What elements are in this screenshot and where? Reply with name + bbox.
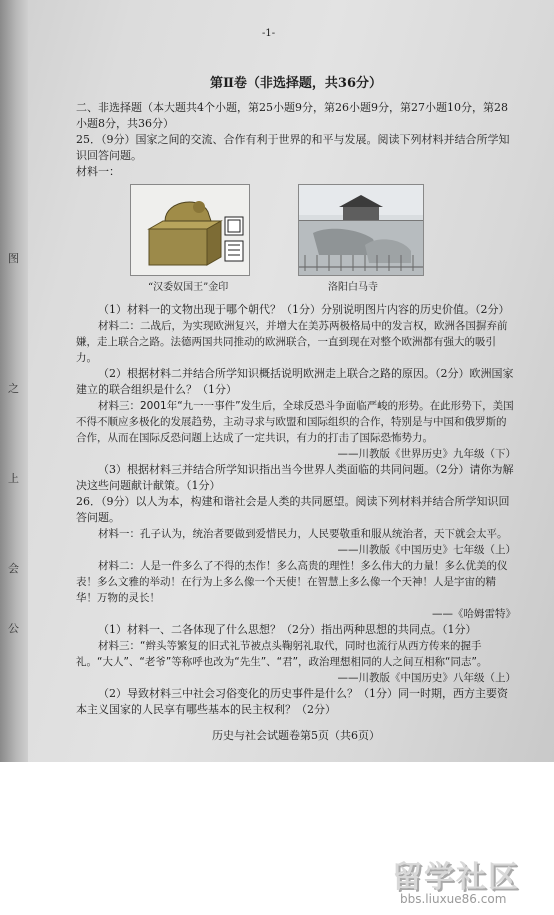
gold-seal-illustration xyxy=(131,185,249,275)
exam-content xyxy=(76,76,516,744)
page-edge xyxy=(0,0,28,762)
margin-mark: 会 xyxy=(8,562,19,575)
q26-material2-source: ——《哈姆雷特》 xyxy=(432,608,516,620)
image2-caption: 洛阳白马寺 xyxy=(328,282,378,293)
question-25-intro: 25．（9分）国家之间的交流、合作有利于世界的和平与发展。阅读下列材料并结合所学知识回答问题。 xyxy=(76,133,510,162)
margin-mark: 之 xyxy=(8,382,19,395)
material2-text: 材料二：二战后，为实现欧洲复兴，并增大在美苏两极格局中的发言权，欧洲各国摒弃前嫌，走上联合之路。法德两国共同推动的欧洲联合，一直到现在对整个欧洲都有强大的吸引力。 xyxy=(76,320,508,364)
margin-mark: 公 xyxy=(8,622,19,635)
q26-material1-source: ——川教版《中国历史》七年级（上） xyxy=(337,544,516,556)
site-watermark xyxy=(392,852,552,912)
q26-material3-source: ——川教版《中国历史》八年级（上） xyxy=(337,672,516,684)
image1-caption: “汉委奴国王”金印 xyxy=(148,282,229,293)
material1-label: 材料一： xyxy=(76,165,120,178)
watermark-logo-text: 留学社区 xyxy=(392,860,520,895)
gold-seal-image xyxy=(130,184,250,276)
top-mark: -1- xyxy=(262,28,276,39)
q26-material3-text: 材料三：“辫头等繁复的旧式礼节被点头鞠躬礼取代，同时也流行从西方传来的握手礼。“大人”、“老爷”等称呼也改为“先生”、“君”，政治理想相同的人之间互相称“同志”。 xyxy=(76,640,488,668)
page-footer: 历史与社会试题卷第5页（共6页） xyxy=(212,729,380,742)
margin-mark: 图 xyxy=(8,252,19,265)
section-header: 二、非选择题（本大题共4个小题，第25小题9分，第26小题9分，第27小题10分，第28小题8分，共36分） xyxy=(76,101,508,130)
watermark-url: bbs.liuxue86.com xyxy=(400,892,507,906)
figure-row xyxy=(76,184,516,296)
question-25-1: （1）材料一的文物出现于哪个朝代？（1分）分别说明图片内容的历史价值。（2分） xyxy=(98,303,510,316)
question-26-2: （2）导致材料三中社会习俗变化的历史事件是什么？（1分）同一时期，西方主要资本主义国家的人民享有哪些基本的民主权利？（2分） xyxy=(76,687,508,716)
material3-text: 材料三：2001年“九一一事件”发生后，全球反恐斗争面临严峻的形势。在此形势下，美国不得不顺应多极化的发展趋势，主动寻求与欧盟和国际组织的合作，特别是与中国和俄罗斯的合作，从而在国际反恐问题上达成了一定共识，有力的打击了国际恐怖势力。 xyxy=(76,400,514,444)
q26-material2-text: 材料二：人是一件多么了不得的杰作！多么高贵的理性！多么伟大的力量！多么优美的仪表！多么文雅的举动！在行为上多么像一个天使！在智慧上多么像一个天神！人是宇宙的精华！万物的灵长！ xyxy=(76,560,508,604)
question-26-1: （1）材料一、二各体现了什么思想？（2分）指出两种思想的共同点。（1分） xyxy=(98,623,477,636)
margin-mark: 上 xyxy=(8,472,19,485)
question-25-3: （3）根据材料三并结合所学知识指出当今世界人类面临的共同问题。（2分）请你为解决这些问题献计献策。（1分） xyxy=(76,463,514,492)
white-horse-temple-image xyxy=(298,184,424,276)
q26-material1-text: 材料一：孔子认为，统治者要做到爱惜民力，人民要敬重和服从统治者，天下就会太平。 xyxy=(98,528,508,540)
material3-source: ——川教版《世界历史》九年级（下） xyxy=(337,448,516,460)
temple-illustration xyxy=(299,185,423,275)
question-26-intro: 26．（9分）以人为本，构建和谐社会是人类的共同愿望。阅读下列材料并结合所学知识回答问题。 xyxy=(76,495,510,524)
page-title: 第Ⅱ卷（非选择题，共36分） xyxy=(209,76,383,91)
question-25-2: （2）根据材料二并结合所学知识概括说明欧洲走上联合之路的原因。（2分）欧洲国家建立的联合组织是什么？（1分） xyxy=(76,367,514,396)
